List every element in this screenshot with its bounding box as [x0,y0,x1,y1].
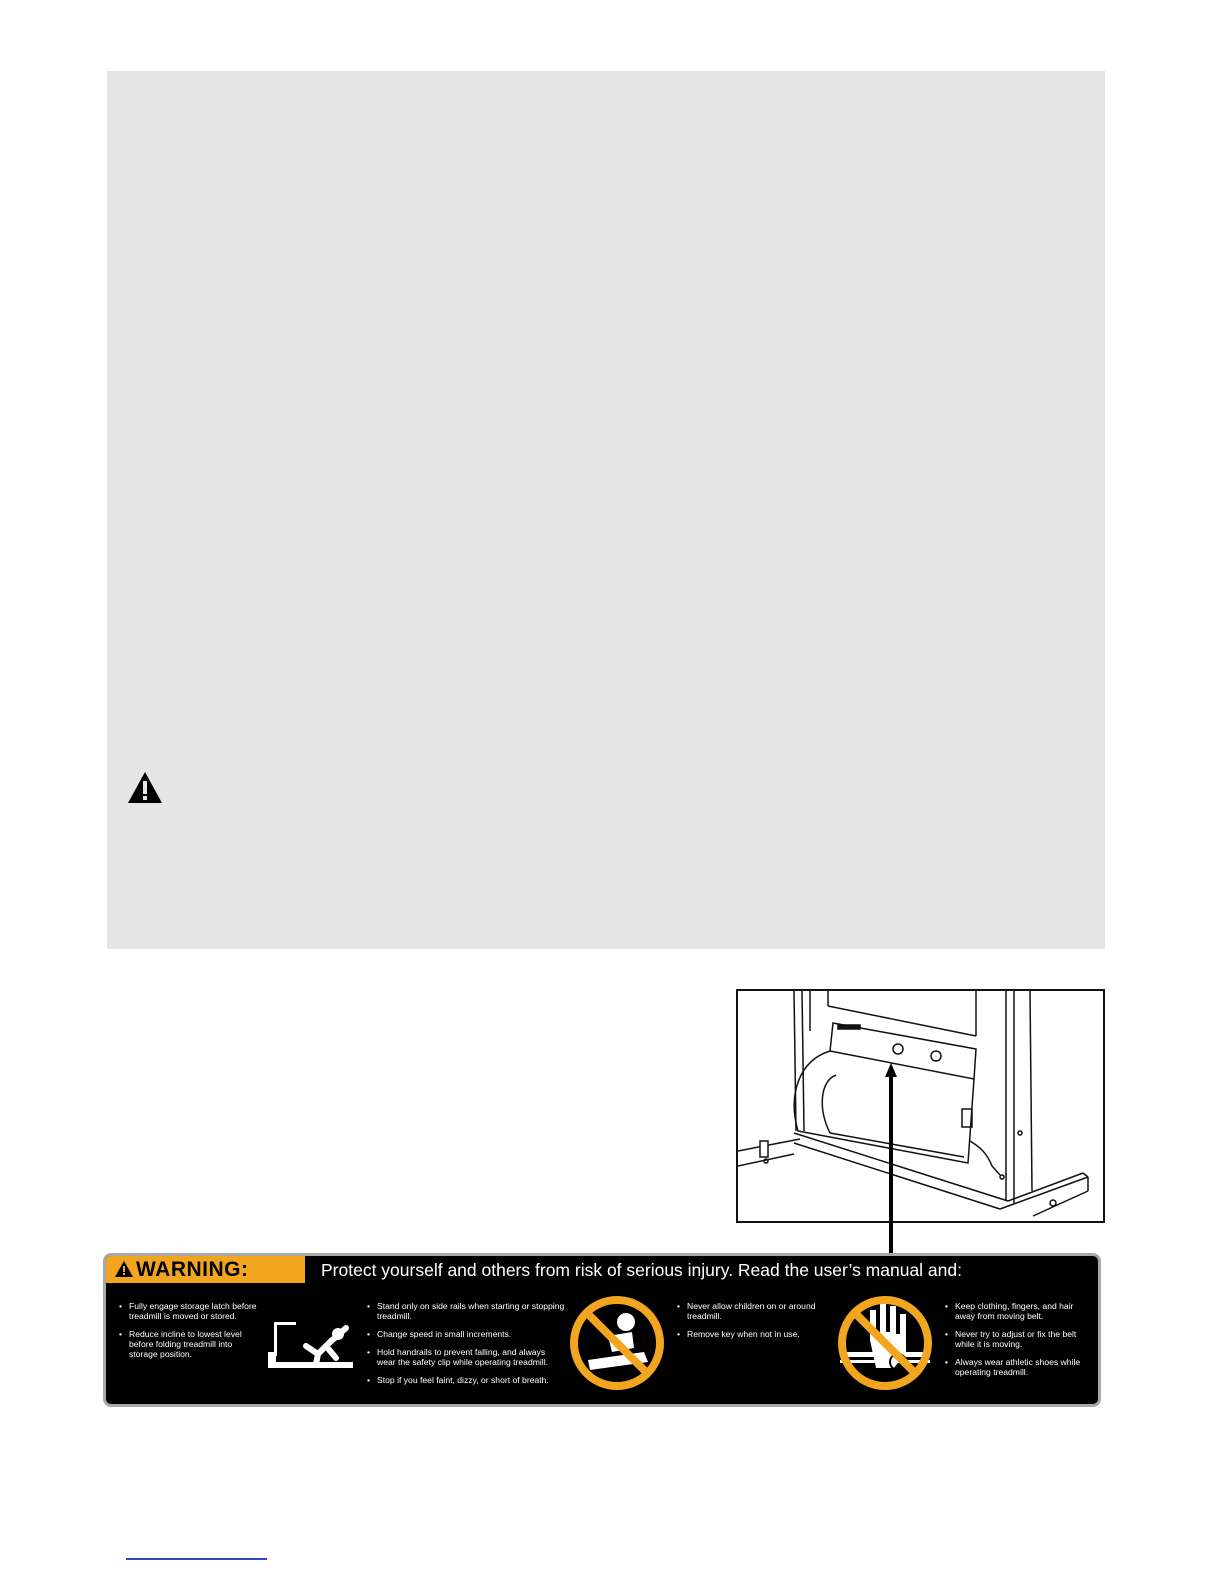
rule-item: • Change speed in small increments. [366,1329,566,1339]
warning-decal [103,1253,1101,1407]
rule-item: • Never try to adjust or fix the belt while it is moving. [944,1329,1094,1349]
treadmill-illustration [736,989,1105,1223]
warning-badge-label: WARNING: [136,1258,249,1281]
rule-item: • Fully engage storage latch before treadmill is moved or stored. [118,1301,258,1321]
rule-item: • Never allow children on or around treadmill. [676,1301,816,1321]
rules-column-2 [366,1301,566,1393]
treadmill-drawing [738,991,1103,1221]
rules-column-4 [944,1301,1094,1385]
rule-item: • Stop if you feel faint, dizzy, or short of breath. [366,1375,566,1385]
pointer-arrow [885,1063,897,1257]
footer-link-underline[interactable] [126,1558,267,1560]
decal-header [106,1256,1098,1286]
rule-item: • Remove key when not in use. [676,1329,816,1339]
warning-badge [106,1256,305,1283]
rules-column-3 [676,1301,816,1347]
rule-item: • Hold handrails to prevent falling, and always wear the safety clip while operating treadmill. [366,1347,566,1367]
rule-item: • Keep clothing, fingers, and hair away from moving belt. [944,1301,1094,1321]
no-children-icon [568,1294,666,1392]
rule-item: • Always wear athletic shoes while operating treadmill. [944,1357,1094,1377]
no-hands-icon [836,1294,934,1392]
gray-content-panel [107,71,1105,949]
rule-item: • Reduce incline to lowest level before folding treadmill into storage position. [118,1329,258,1359]
decal-headline: Protect yourself and others from risk of serious injury. Read the user’s manual and: [321,1260,962,1280]
rules-column-1 [118,1301,258,1367]
rule-item: • Stand only on side rails when starting or stopping treadmill. [366,1301,566,1321]
warning-triangle-icon [115,1261,133,1277]
falling-person-icon [266,1318,358,1374]
warning-triangle-icon [127,771,163,804]
